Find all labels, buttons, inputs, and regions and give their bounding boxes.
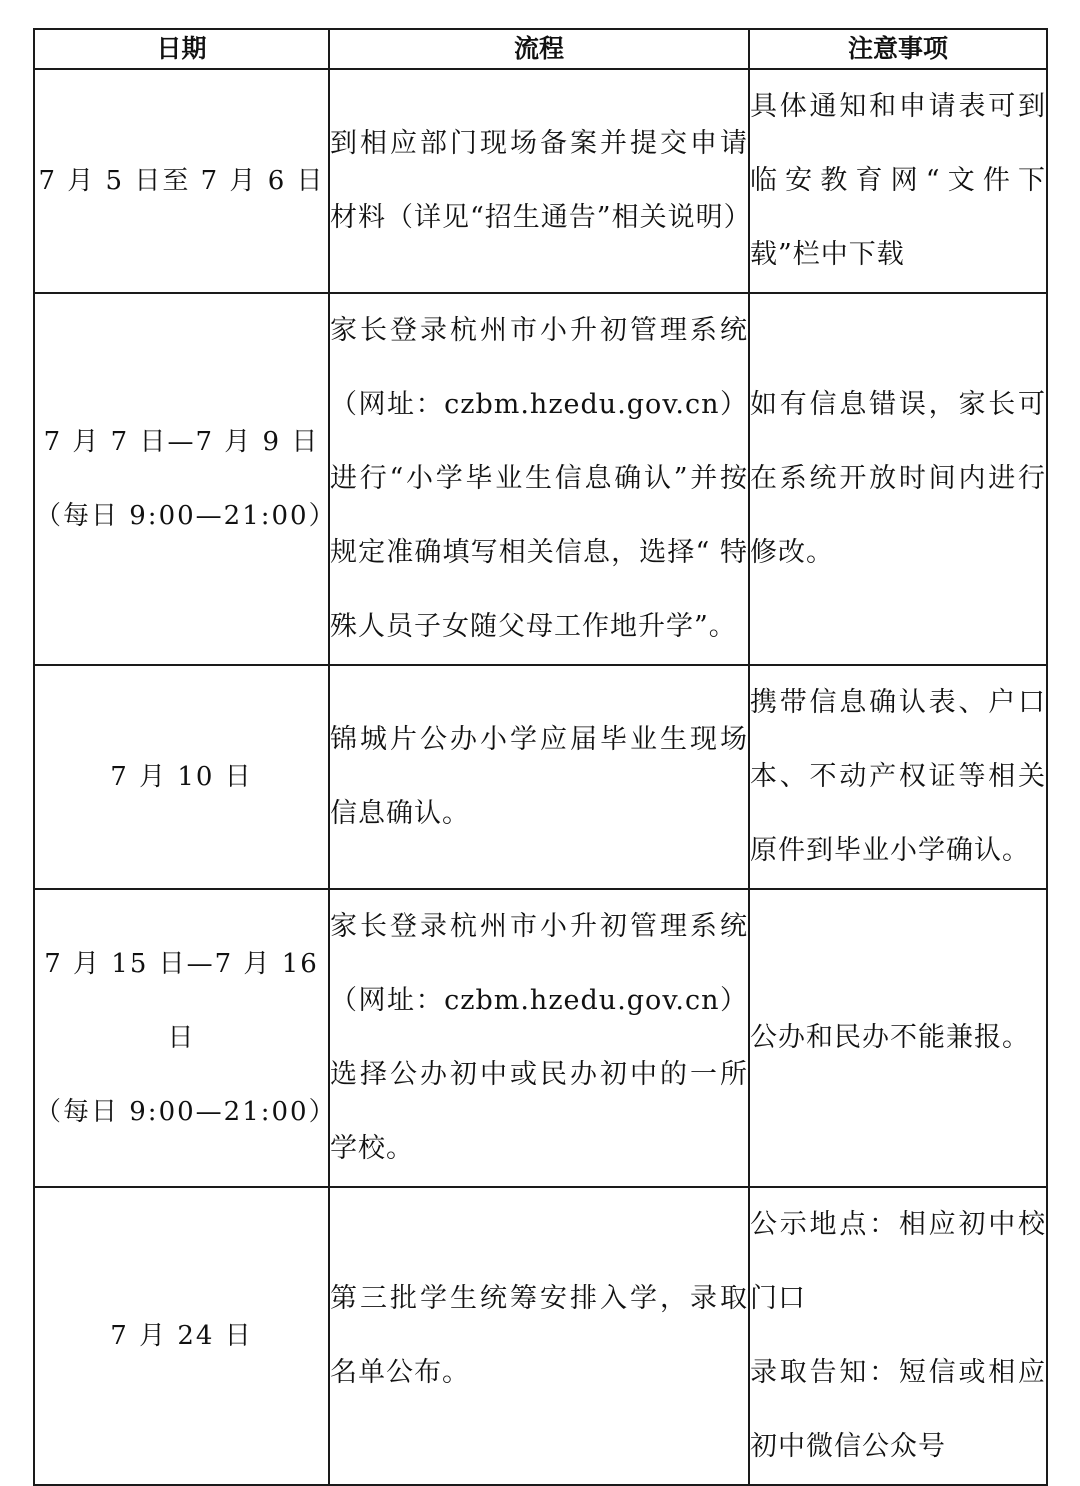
date-text: 7 月 5 日至 7 月 6 日 bbox=[38, 166, 325, 196]
time-range-text: （每日 9:00—21:00） bbox=[35, 1097, 337, 1127]
table-header-row bbox=[34, 29, 1047, 69]
admission-notice-text: 录取告知：短信或相应初中微信公众号 bbox=[750, 1357, 1046, 1462]
notes-cell bbox=[749, 1187, 1047, 1485]
table-row bbox=[34, 1187, 1047, 1485]
date-cell bbox=[34, 293, 337, 665]
header-date: 日期 bbox=[34, 29, 329, 69]
process-cell: 到相应部门现场备案并提交申请材料（详见“招生通告”相关说明） bbox=[329, 69, 749, 293]
table-row bbox=[34, 889, 1047, 1187]
date-cell bbox=[34, 889, 337, 1187]
notes-cell: 具体通知和申请表可到临安教育网“文件下载”栏中下载 bbox=[749, 69, 1047, 293]
table-row bbox=[34, 69, 1047, 293]
date-cell bbox=[34, 665, 329, 889]
table-row bbox=[34, 665, 1047, 889]
notice-location-text: 公示地点：相应初中校门口 bbox=[750, 1209, 1046, 1314]
process-cell: 锦城片公办小学应届毕业生现场信息确认。 bbox=[329, 665, 749, 889]
date-text: 7 月 24 日 bbox=[110, 1321, 253, 1351]
header-notes: 注意事项 bbox=[749, 29, 1047, 69]
process-cell: 第三批学生统筹安排入学，录取名单公布。 bbox=[329, 1187, 749, 1485]
process-cell: 家长登录杭州市小升初管理系统（网址：czbm.hzedu.gov.cn）选择公办初中或民办初中的一所学校。 bbox=[329, 889, 749, 1187]
date-text: 7 月 15 日—7 月 16 日 bbox=[44, 949, 319, 1053]
table-row bbox=[34, 293, 1047, 665]
process-cell: 家长登录杭州市小升初管理系统（网址：czbm.hzedu.gov.cn）进行“小学毕业生信息确认”并按规定准确填写相关信息，选择“ 特殊人员子女随父母工作地升学”。 bbox=[329, 293, 749, 665]
date-text: 7 月 7 日—7 月 9 日 bbox=[43, 427, 320, 457]
schedule-table bbox=[33, 28, 1048, 1486]
notes-cell: 公办和民办不能兼报。 bbox=[749, 889, 1047, 1187]
notes-cell: 如有信息错误，家长可在系统开放时间内进行修改。 bbox=[749, 293, 1047, 665]
date-cell bbox=[34, 69, 329, 293]
notes-cell: 携带信息确认表、户口本、不动产权证等相关原件到毕业小学确认。 bbox=[749, 665, 1047, 889]
date-text: 7 月 10 日 bbox=[110, 762, 253, 792]
date-cell bbox=[34, 1187, 329, 1485]
header-process: 流程 bbox=[329, 29, 749, 69]
time-range-text: （每日 9:00—21:00） bbox=[35, 501, 337, 531]
